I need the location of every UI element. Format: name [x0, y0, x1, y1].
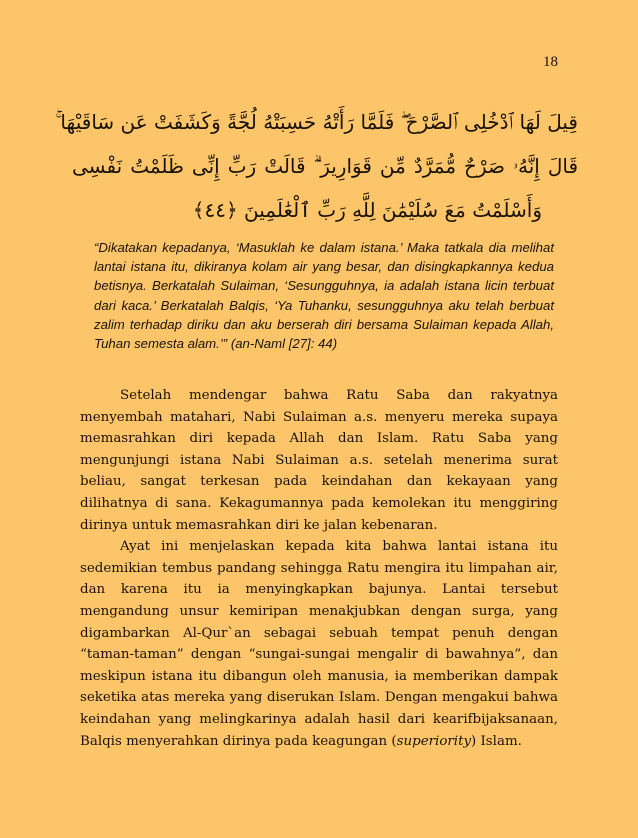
quran-verse-line-3: وَأَسْلَمْتُ مَعَ سُلَيْمَٰنَ لِلَّهِ رَبِّ ٱلْعَٰلَمِينَ ﴿٤٤﴾	[192, 198, 542, 222]
paragraph-2-text-a: Ayat ini menjelaskan kepada kita bahwa lantai istana itu sedemikian tembus pandang sehingga Ratu mengira itu limpahan air, dan karena itu ia menyingkapkan bajunya. Lantai tersebut mengandung unsur kemiripan menakjubkan dengan surga, yang digambarkan Al-Qur`an sebagai sebuah tempat penuh dengan “taman-taman” dengan “sungai-sungai mengalir di bawahnya”, dan meskipun istana itu dibangun oleh manusia, ia memberikan dampak seketika atas mereka yang diserukan Islam. Dengan mengakui bahwa keindahan yang melingkarinya adalah hasil dari kearifbijaksanaan, Balqis menyerahkan dirinya pada keagungan (	[80, 539, 558, 749]
body-text	[80, 385, 558, 752]
verse-translation: “Dikatakan kepadanya, ‘Masuklah ke dalam istana.’ Maka tatkala dia melihat lantai istana itu, dikiranya kolam air yang besar, dan disingkapkannya kedua betisnya. Berkatalah Sulaiman, ‘Sesungguhnya, ia adalah istana licin terbuat dari kaca.’ Berkatalah Balqis, ‘Ya Tuhanku, sesungguhnya aku telah berbuat zalim terhadap diriku dan aku berserah diri bersama Sulaiman kepada Allah, Tuhan semesta alam.’” (an-Naml [27]: 44)	[94, 240, 554, 352]
paragraph-1: Setelah mendengar bahwa Ratu Saba dan rakyatnya menyembah matahari, Nabi Sulaiman a.s. menyeru mereka supaya memasrahkan diri kepada Allah dan Islam. Ratu Saba yang mengunjungi istana Nabi Sulaiman a.s. setelah menerima surat beliau, sangat terkesan pada keindahan dan kekayaan yang dilihatnya di sana. Kekagumannya pada kemolekan itu menggiring dirinya untuk memasrahkan diri ke jalan kebenaran.	[80, 388, 558, 533]
quran-verse-line-2: قَالَ إِنَّهُۥ صَرْحٌ مُّمَرَّدٌ مِّن قَوَارِيرَ ۗ قَالَتْ رَبِّ إِنِّى ظَلَمْتُ نَفْسِى	[72, 154, 578, 178]
quran-verse-line-1: قِيلَ لَهَا ٱدْخُلِى ٱلصَّرْحَ ۖ فَلَمَّا رَأَتْهُ حَسِبَتْهُ لُجَّةً وَكَشَفَتْ عَن سَاقَيْهَا ۚ	[55, 110, 578, 134]
paragraph-2	[80, 536, 558, 752]
paragraph-2-text-b: ) Islam.	[471, 733, 522, 749]
paragraph-2-emphasis: superiority	[396, 733, 472, 749]
page-number: 18	[543, 54, 558, 70]
quran-verse	[55, 100, 578, 232]
